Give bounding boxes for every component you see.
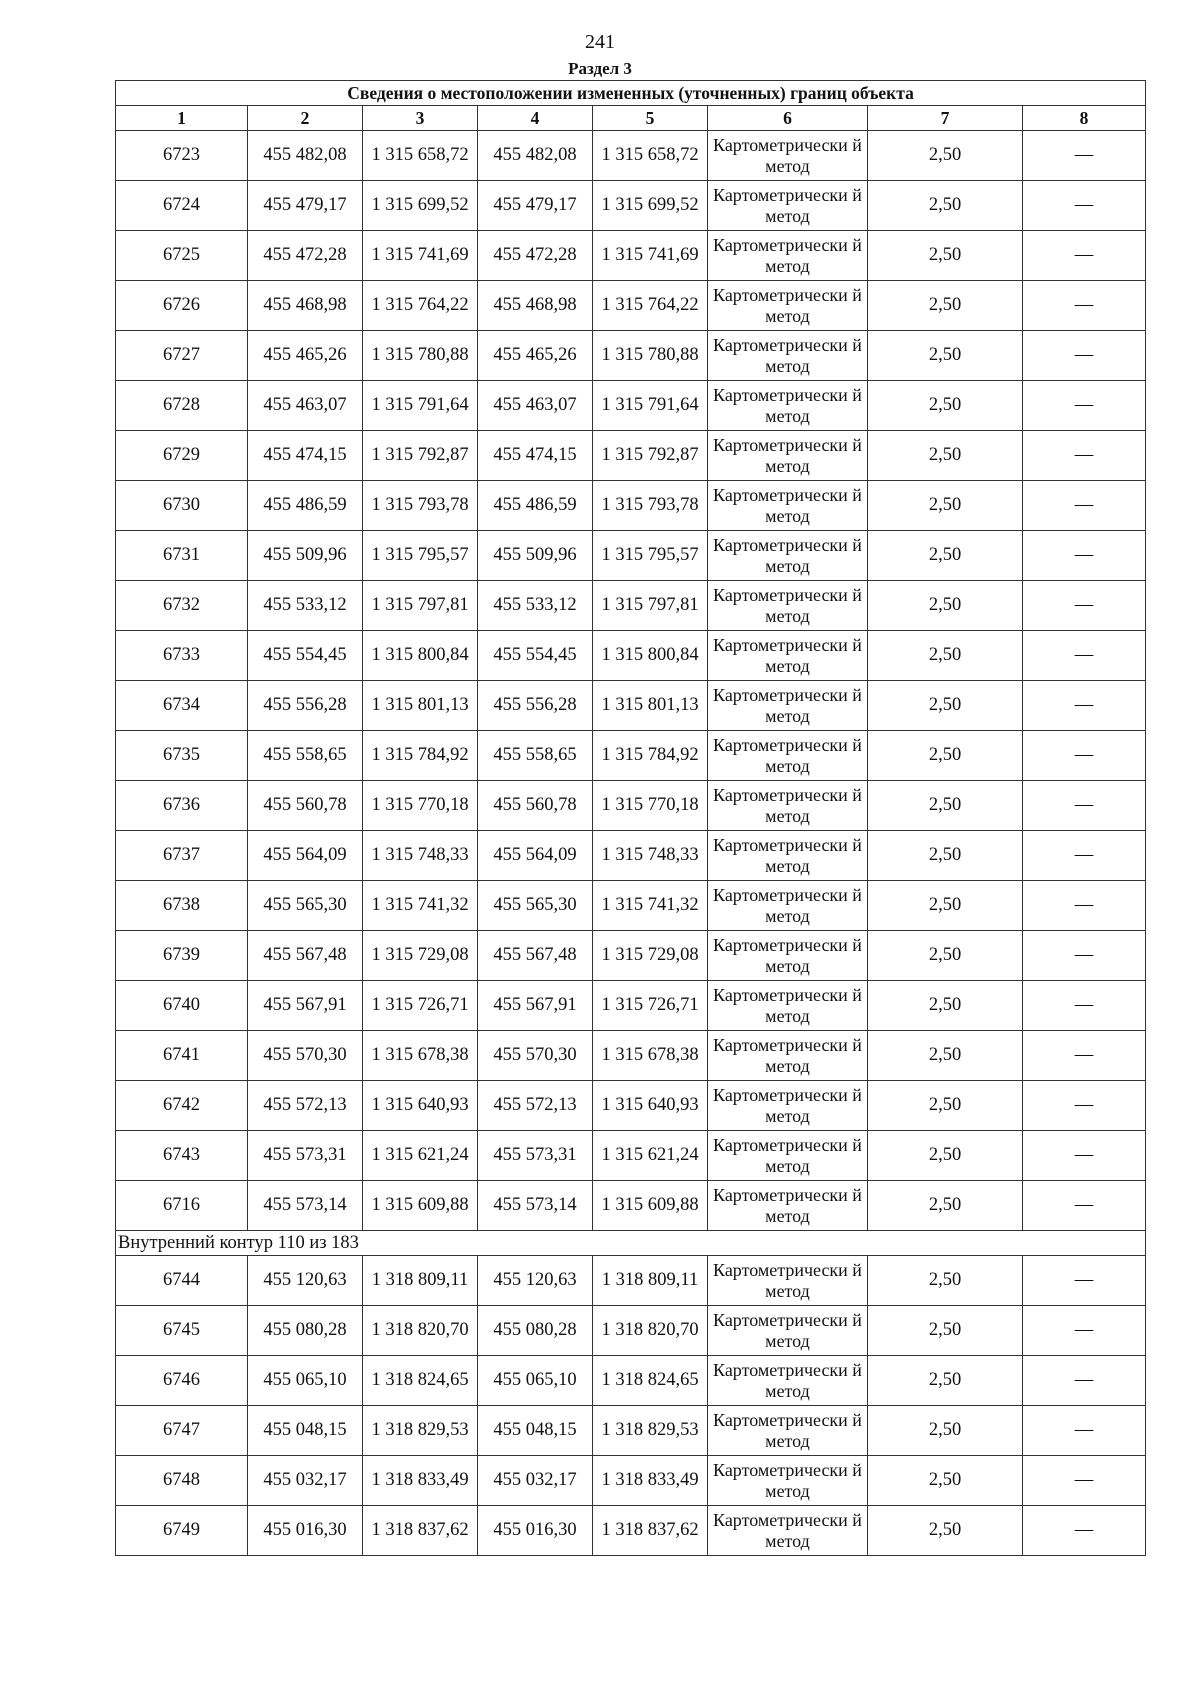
description-cell: — — [1023, 731, 1146, 781]
table-row — [116, 1506, 1146, 1556]
y-old-cell: 1 318 833,49 — [363, 1456, 478, 1506]
y-new-cell: 1 318 833,49 — [593, 1456, 708, 1506]
x-old-cell: 455 468,98 — [248, 281, 363, 331]
accuracy-cell: 2,50 — [868, 431, 1023, 481]
x-new-cell: 455 463,07 — [478, 381, 593, 431]
y-new-cell: 1 318 809,11 — [593, 1256, 708, 1306]
table-row — [116, 581, 1146, 631]
description-cell: — — [1023, 181, 1146, 231]
y-old-cell: 1 315 764,22 — [363, 281, 478, 331]
accuracy-cell: 2,50 — [868, 581, 1023, 631]
method-cell: Картометрически й метод — [708, 181, 868, 231]
method-cell: Картометрически й метод — [708, 931, 868, 981]
accuracy-cell: 2,50 — [868, 531, 1023, 581]
description-cell: — — [1023, 531, 1146, 581]
y-new-cell: 1 318 824,65 — [593, 1356, 708, 1406]
x-new-cell: 455 120,63 — [478, 1256, 593, 1306]
y-old-cell: 1 315 770,18 — [363, 781, 478, 831]
description-cell: — — [1023, 1256, 1146, 1306]
y-old-cell: 1 315 699,52 — [363, 181, 478, 231]
table-row — [116, 1081, 1146, 1131]
point-number-cell: 6736 — [116, 781, 248, 831]
x-new-cell: 455 465,26 — [478, 331, 593, 381]
y-new-cell: 1 315 658,72 — [593, 131, 708, 181]
accuracy-cell: 2,50 — [868, 331, 1023, 381]
column-number: 3 — [363, 106, 478, 131]
accuracy-cell: 2,50 — [868, 1181, 1023, 1231]
y-old-cell: 1 315 609,88 — [363, 1181, 478, 1231]
x-old-cell: 455 564,09 — [248, 831, 363, 881]
accuracy-cell: 2,50 — [868, 881, 1023, 931]
table-row — [116, 431, 1146, 481]
accuracy-cell: 2,50 — [868, 1456, 1023, 1506]
description-cell: — — [1023, 1081, 1146, 1131]
y-new-cell: 1 315 792,87 — [593, 431, 708, 481]
description-cell: — — [1023, 281, 1146, 331]
section-title: Раздел 3 — [568, 59, 632, 78]
x-old-cell: 455 482,08 — [248, 131, 363, 181]
x-new-cell: 455 554,45 — [478, 631, 593, 681]
y-old-cell: 1 315 678,38 — [363, 1031, 478, 1081]
column-number: 1 — [116, 106, 248, 131]
y-old-cell: 1 315 621,24 — [363, 1131, 478, 1181]
point-number-cell: 6727 — [116, 331, 248, 381]
x-new-cell: 455 509,96 — [478, 531, 593, 581]
y-old-cell: 1 318 809,11 — [363, 1256, 478, 1306]
y-old-cell: 1 315 793,78 — [363, 481, 478, 531]
x-old-cell: 455 556,28 — [248, 681, 363, 731]
accuracy-cell: 2,50 — [868, 1406, 1023, 1456]
y-new-cell: 1 315 801,13 — [593, 681, 708, 731]
table-row — [116, 981, 1146, 1031]
table-row — [116, 1181, 1146, 1231]
x-new-cell: 455 573,31 — [478, 1131, 593, 1181]
method-cell: Картометрически й метод — [708, 1181, 868, 1231]
point-number-cell: 6749 — [116, 1506, 248, 1556]
y-old-cell: 1 318 829,53 — [363, 1406, 478, 1456]
table-row — [116, 131, 1146, 181]
x-old-cell: 455 032,17 — [248, 1456, 363, 1506]
y-old-cell: 1 318 820,70 — [363, 1306, 478, 1356]
y-new-cell: 1 315 748,33 — [593, 831, 708, 881]
point-number-cell: 6716 — [116, 1181, 248, 1231]
accuracy-cell: 2,50 — [868, 981, 1023, 1031]
y-old-cell: 1 315 784,92 — [363, 731, 478, 781]
x-new-cell: 455 048,15 — [478, 1406, 593, 1456]
table-row — [116, 331, 1146, 381]
point-number-cell: 6724 — [116, 181, 248, 231]
method-cell: Картометрически й метод — [708, 431, 868, 481]
description-cell: — — [1023, 1181, 1146, 1231]
point-number-cell: 6728 — [116, 381, 248, 431]
y-old-cell: 1 315 741,69 — [363, 231, 478, 281]
description-cell: — — [1023, 931, 1146, 981]
x-new-cell: 455 564,09 — [478, 831, 593, 881]
accuracy-cell: 2,50 — [868, 231, 1023, 281]
table-row — [116, 481, 1146, 531]
description-cell: — — [1023, 1306, 1146, 1356]
description-cell: — — [1023, 881, 1146, 931]
y-old-cell: 1 315 780,88 — [363, 331, 478, 381]
y-old-cell: 1 315 741,32 — [363, 881, 478, 931]
point-number-cell: 6723 — [116, 131, 248, 181]
description-cell: — — [1023, 781, 1146, 831]
table-caption: Сведения о местоположении измененных (уточненных) границ объекта — [116, 81, 1146, 106]
y-old-cell: 1 315 800,84 — [363, 631, 478, 681]
method-cell: Картометрически й метод — [708, 581, 868, 631]
column-number: 4 — [478, 106, 593, 131]
point-number-cell: 6743 — [116, 1131, 248, 1181]
method-cell: Картометрически й метод — [708, 1131, 868, 1181]
x-old-cell: 455 567,91 — [248, 981, 363, 1031]
point-number-cell: 6744 — [116, 1256, 248, 1306]
x-new-cell: 455 468,98 — [478, 281, 593, 331]
description-cell: — — [1023, 431, 1146, 481]
column-number-row — [116, 106, 1146, 131]
table-row — [116, 531, 1146, 581]
description-cell: — — [1023, 131, 1146, 181]
y-old-cell: 1 315 791,64 — [363, 381, 478, 431]
table-row — [116, 681, 1146, 731]
point-number-cell: 6734 — [116, 681, 248, 731]
point-number-cell: 6746 — [116, 1356, 248, 1406]
table-row — [116, 1131, 1146, 1181]
y-new-cell: 1 315 609,88 — [593, 1181, 708, 1231]
table-caption-row — [116, 81, 1146, 106]
method-cell: Картометрически й метод — [708, 981, 868, 1031]
table-row — [116, 1356, 1146, 1406]
x-new-cell: 455 486,59 — [478, 481, 593, 531]
description-cell: — — [1023, 1506, 1146, 1556]
description-cell: — — [1023, 1356, 1146, 1406]
x-new-cell: 455 080,28 — [478, 1306, 593, 1356]
y-old-cell: 1 315 797,81 — [363, 581, 478, 631]
method-cell: Картометрически й метод — [708, 531, 868, 581]
table-row — [116, 1306, 1146, 1356]
table-row — [116, 731, 1146, 781]
description-cell: — — [1023, 681, 1146, 731]
contour-label-row — [116, 1231, 1146, 1256]
accuracy-cell: 2,50 — [868, 1131, 1023, 1181]
column-number: 6 — [708, 106, 868, 131]
y-new-cell: 1 315 770,18 — [593, 781, 708, 831]
y-old-cell: 1 315 792,87 — [363, 431, 478, 481]
x-old-cell: 455 573,31 — [248, 1131, 363, 1181]
page-number: 241 — [585, 31, 615, 53]
column-number: 5 — [593, 106, 708, 131]
table-row — [116, 1031, 1146, 1081]
accuracy-cell: 2,50 — [868, 1256, 1023, 1306]
boundary-coordinates-table — [115, 80, 1146, 1556]
contour-label: Внутренний контур 110 из 183 — [116, 1231, 1146, 1256]
method-cell: Картометрически й метод — [708, 1506, 868, 1556]
point-number-cell: 6739 — [116, 931, 248, 981]
y-new-cell: 1 315 791,64 — [593, 381, 708, 431]
point-number-cell: 6730 — [116, 481, 248, 531]
x-old-cell: 455 472,28 — [248, 231, 363, 281]
x-old-cell: 455 558,65 — [248, 731, 363, 781]
x-old-cell: 455 120,63 — [248, 1256, 363, 1306]
x-new-cell: 455 567,48 — [478, 931, 593, 981]
method-cell: Картометрически й метод — [708, 681, 868, 731]
x-old-cell: 455 065,10 — [248, 1356, 363, 1406]
description-cell: — — [1023, 1031, 1146, 1081]
description-cell: — — [1023, 581, 1146, 631]
accuracy-cell: 2,50 — [868, 931, 1023, 981]
x-old-cell: 455 554,45 — [248, 631, 363, 681]
y-new-cell: 1 315 784,92 — [593, 731, 708, 781]
method-cell: Картометрически й метод — [708, 1356, 868, 1406]
column-number: 2 — [248, 106, 363, 131]
point-number-cell: 6726 — [116, 281, 248, 331]
point-number-cell: 6742 — [116, 1081, 248, 1131]
x-new-cell: 455 472,28 — [478, 231, 593, 281]
method-cell: Картометрически й метод — [708, 1306, 868, 1356]
column-number: 7 — [868, 106, 1023, 131]
x-new-cell: 455 016,30 — [478, 1506, 593, 1556]
method-cell: Картометрически й метод — [708, 881, 868, 931]
description-cell: — — [1023, 1456, 1146, 1506]
accuracy-cell: 2,50 — [868, 781, 1023, 831]
x-old-cell: 455 474,15 — [248, 431, 363, 481]
point-number-cell: 6735 — [116, 731, 248, 781]
accuracy-cell: 2,50 — [868, 1356, 1023, 1406]
point-number-cell: 6741 — [116, 1031, 248, 1081]
table-row — [116, 381, 1146, 431]
x-old-cell: 455 573,14 — [248, 1181, 363, 1231]
method-cell: Картометрически й метод — [708, 1456, 868, 1506]
point-number-cell: 6747 — [116, 1406, 248, 1456]
method-cell: Картометрически й метод — [708, 481, 868, 531]
y-new-cell: 1 315 764,22 — [593, 281, 708, 331]
y-new-cell: 1 315 797,81 — [593, 581, 708, 631]
x-old-cell: 455 572,13 — [248, 1081, 363, 1131]
description-cell: — — [1023, 1406, 1146, 1456]
method-cell: Картометрически й метод — [708, 1406, 868, 1456]
table-row — [116, 231, 1146, 281]
y-old-cell: 1 315 729,08 — [363, 931, 478, 981]
y-new-cell: 1 315 678,38 — [593, 1031, 708, 1081]
x-new-cell: 455 572,13 — [478, 1081, 593, 1131]
accuracy-cell: 2,50 — [868, 831, 1023, 881]
point-number-cell: 6731 — [116, 531, 248, 581]
accuracy-cell: 2,50 — [868, 131, 1023, 181]
y-new-cell: 1 318 820,70 — [593, 1306, 708, 1356]
method-cell: Картометрически й метод — [708, 731, 868, 781]
y-new-cell: 1 318 829,53 — [593, 1406, 708, 1456]
x-old-cell: 455 567,48 — [248, 931, 363, 981]
x-old-cell: 455 565,30 — [248, 881, 363, 931]
accuracy-cell: 2,50 — [868, 481, 1023, 531]
y-new-cell: 1 315 795,57 — [593, 531, 708, 581]
point-number-cell: 6745 — [116, 1306, 248, 1356]
point-number-cell: 6738 — [116, 881, 248, 931]
accuracy-cell: 2,50 — [868, 381, 1023, 431]
y-new-cell: 1 315 741,69 — [593, 231, 708, 281]
description-cell: — — [1023, 631, 1146, 681]
method-cell: Картометрически й метод — [708, 131, 868, 181]
method-cell: Картометрически й метод — [708, 631, 868, 681]
x-new-cell: 455 065,10 — [478, 1356, 593, 1406]
x-new-cell: 455 565,30 — [478, 881, 593, 931]
accuracy-cell: 2,50 — [868, 1081, 1023, 1131]
point-number-cell: 6748 — [116, 1456, 248, 1506]
y-old-cell: 1 315 658,72 — [363, 131, 478, 181]
x-old-cell: 455 463,07 — [248, 381, 363, 431]
method-cell: Картометрически й метод — [708, 831, 868, 881]
y-new-cell: 1 315 640,93 — [593, 1081, 708, 1131]
x-old-cell: 455 486,59 — [248, 481, 363, 531]
table-row — [116, 631, 1146, 681]
point-number-cell: 6740 — [116, 981, 248, 1031]
y-old-cell: 1 315 801,13 — [363, 681, 478, 731]
y-old-cell: 1 318 824,65 — [363, 1356, 478, 1406]
x-new-cell: 455 482,08 — [478, 131, 593, 181]
x-new-cell: 455 558,65 — [478, 731, 593, 781]
point-number-cell: 6725 — [116, 231, 248, 281]
y-new-cell: 1 315 780,88 — [593, 331, 708, 381]
accuracy-cell: 2,50 — [868, 181, 1023, 231]
description-cell: — — [1023, 981, 1146, 1031]
x-new-cell: 455 567,91 — [478, 981, 593, 1031]
table-row — [116, 1406, 1146, 1456]
x-new-cell: 455 573,14 — [478, 1181, 593, 1231]
method-cell: Картометрически й метод — [708, 1256, 868, 1306]
x-new-cell: 455 556,28 — [478, 681, 593, 731]
method-cell: Картометрически й метод — [708, 1031, 868, 1081]
y-old-cell: 1 315 795,57 — [363, 531, 478, 581]
description-cell: — — [1023, 331, 1146, 381]
y-new-cell: 1 315 621,24 — [593, 1131, 708, 1181]
x-new-cell: 455 479,17 — [478, 181, 593, 231]
y-old-cell: 1 318 837,62 — [363, 1506, 478, 1556]
x-old-cell: 455 479,17 — [248, 181, 363, 231]
table-row — [116, 1256, 1146, 1306]
column-number: 8 — [1023, 106, 1146, 131]
description-cell: — — [1023, 481, 1146, 531]
method-cell: Картометрически й метод — [708, 231, 868, 281]
point-number-cell: 6733 — [116, 631, 248, 681]
accuracy-cell: 2,50 — [868, 681, 1023, 731]
y-old-cell: 1 315 748,33 — [363, 831, 478, 881]
x-old-cell: 455 570,30 — [248, 1031, 363, 1081]
accuracy-cell: 2,50 — [868, 1031, 1023, 1081]
y-old-cell: 1 315 726,71 — [363, 981, 478, 1031]
table-row — [116, 781, 1146, 831]
table-row — [116, 181, 1146, 231]
y-new-cell: 1 315 793,78 — [593, 481, 708, 531]
description-cell: — — [1023, 1131, 1146, 1181]
x-new-cell: 455 570,30 — [478, 1031, 593, 1081]
y-new-cell: 1 315 729,08 — [593, 931, 708, 981]
description-cell: — — [1023, 831, 1146, 881]
accuracy-cell: 2,50 — [868, 1506, 1023, 1556]
method-cell: Картометрически й метод — [708, 281, 868, 331]
description-cell: — — [1023, 381, 1146, 431]
x-new-cell: 455 560,78 — [478, 781, 593, 831]
table-row — [116, 281, 1146, 331]
x-old-cell: 455 533,12 — [248, 581, 363, 631]
accuracy-cell: 2,50 — [868, 631, 1023, 681]
x-old-cell: 455 465,26 — [248, 331, 363, 381]
x-new-cell: 455 032,17 — [478, 1456, 593, 1506]
table-row — [116, 931, 1146, 981]
x-new-cell: 455 474,15 — [478, 431, 593, 481]
table-row — [116, 831, 1146, 881]
point-number-cell: 6729 — [116, 431, 248, 481]
y-old-cell: 1 315 640,93 — [363, 1081, 478, 1131]
x-old-cell: 455 016,30 — [248, 1506, 363, 1556]
method-cell: Картометрически й метод — [708, 381, 868, 431]
method-cell: Картометрически й метод — [708, 1081, 868, 1131]
y-new-cell: 1 315 699,52 — [593, 181, 708, 231]
table-row — [116, 881, 1146, 931]
point-number-cell: 6737 — [116, 831, 248, 881]
x-old-cell: 455 560,78 — [248, 781, 363, 831]
table-row — [116, 1456, 1146, 1506]
y-new-cell: 1 315 800,84 — [593, 631, 708, 681]
x-new-cell: 455 533,12 — [478, 581, 593, 631]
x-old-cell: 455 080,28 — [248, 1306, 363, 1356]
x-old-cell: 455 509,96 — [248, 531, 363, 581]
accuracy-cell: 2,50 — [868, 1306, 1023, 1356]
accuracy-cell: 2,50 — [868, 731, 1023, 781]
method-cell: Картометрически й метод — [708, 331, 868, 381]
y-new-cell: 1 318 837,62 — [593, 1506, 708, 1556]
point-number-cell: 6732 — [116, 581, 248, 631]
accuracy-cell: 2,50 — [868, 281, 1023, 331]
method-cell: Картометрически й метод — [708, 781, 868, 831]
description-cell: — — [1023, 231, 1146, 281]
y-new-cell: 1 315 726,71 — [593, 981, 708, 1031]
x-old-cell: 455 048,15 — [248, 1406, 363, 1456]
y-new-cell: 1 315 741,32 — [593, 881, 708, 931]
